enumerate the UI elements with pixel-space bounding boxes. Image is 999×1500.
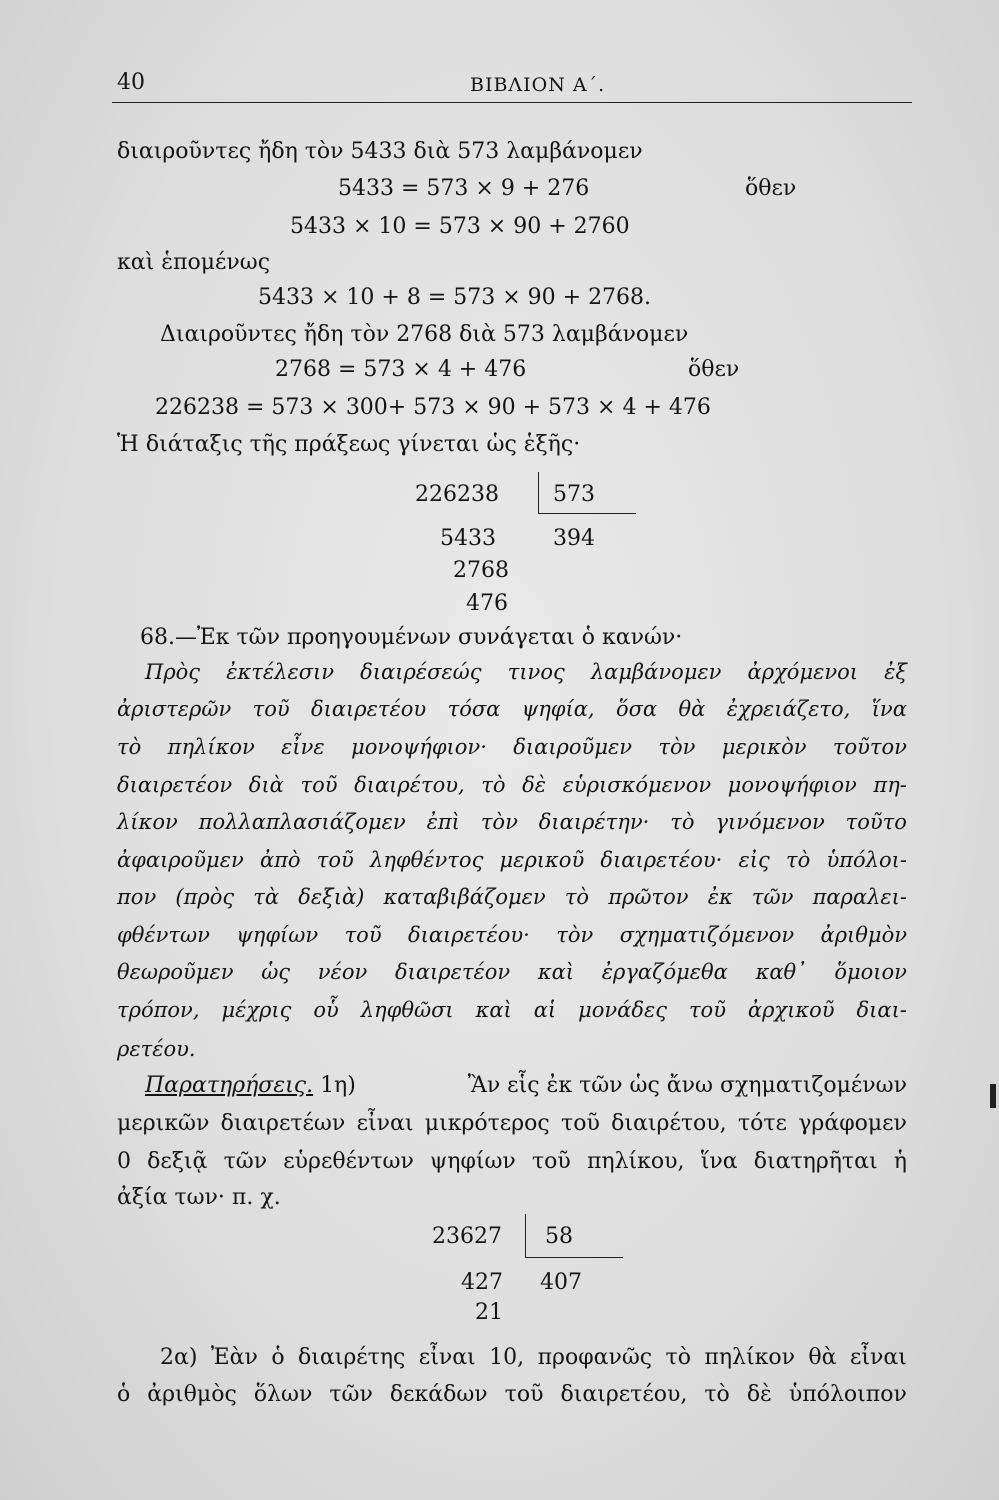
remark-2-line-1: [160, 1347, 907, 1369]
word: ἀπὸ: [259, 848, 301, 872]
word: πολλαπλασιάζομεν: [198, 810, 406, 834]
word: δεξιὰ): [298, 885, 365, 909]
word: ἀφαιροῦμεν: [117, 848, 244, 872]
equation-2: 5433 × 10 = 573 × 90 + 2760: [290, 214, 630, 239]
word: τὸ: [117, 735, 142, 759]
word: διαιρέτην·: [538, 810, 650, 834]
page-number: 40: [117, 70, 145, 95]
remarks-label: Παρατηρήσεις.: [145, 1073, 314, 1098]
word: μονάδες: [578, 998, 667, 1022]
word: τοῦτο: [845, 810, 907, 834]
word: ἀριθμὸν: [820, 923, 907, 947]
word: εἶναι: [418, 1345, 476, 1370]
word: διαιρέτου,: [354, 773, 465, 797]
word: μερικῶν: [117, 1111, 210, 1136]
word: θὰ: [678, 697, 706, 721]
word: ἐργαζόμεθα: [601, 960, 728, 984]
word: 0: [117, 1149, 131, 1174]
word: τῶν: [223, 1149, 268, 1174]
word: εἰς: [738, 848, 770, 872]
remarks-line-4: ἀξία των· π. χ.: [117, 1185, 281, 1210]
word: πηλίκον: [167, 735, 255, 759]
rule-line-10: [117, 998, 907, 1022]
equation-1-tail: ὅθεν: [745, 176, 797, 201]
word: εὑρισκόμενον: [562, 773, 712, 797]
remarks-line-1: [145, 1075, 907, 1097]
word: διαιρετέον: [394, 960, 511, 984]
word: ὑπόλοι-: [826, 848, 907, 872]
word: πηλίκου,: [586, 1149, 685, 1174]
intro-line: διαιροῦντες ἤδη τὸν 5433 διὰ 573 λαμβάνομεν: [117, 139, 643, 164]
rule-line-3: [117, 735, 907, 759]
word: ὅσα: [615, 697, 658, 721]
word: πηλίκον: [704, 1345, 795, 1370]
running-title: ΒΙΒΛΙΟΝ Α΄.: [470, 74, 606, 96]
word: θεωροῦμεν: [117, 960, 234, 984]
word: διαιρετέων: [220, 1111, 346, 1136]
rule-line-7: [117, 885, 907, 909]
word: διαιρετέου·: [600, 848, 723, 872]
word: τοῦτον: [832, 735, 907, 759]
word: τοῦ: [531, 1149, 571, 1174]
equation-4: 2768 = 573 × 4 + 476: [275, 357, 527, 382]
word: προφανῶς: [537, 1345, 653, 1370]
word: ἡ: [893, 1149, 907, 1174]
remarks-line-2: [117, 1113, 907, 1135]
quotient: 394: [553, 526, 595, 551]
word: δὲ: [522, 773, 547, 797]
word: μέχρις: [221, 998, 292, 1022]
word: διατηρῆται: [753, 1149, 878, 1174]
word: ληφθέντος: [370, 848, 484, 872]
word: ἀριθμὸς: [147, 1382, 237, 1407]
word: ληφθῶσι: [360, 998, 454, 1022]
word: τόσα: [447, 697, 501, 721]
word: τὸ: [670, 810, 695, 834]
word: ἐκ: [707, 885, 733, 909]
word: ὑπόλοιπον: [788, 1382, 907, 1407]
partial-dividend: 5433: [440, 526, 496, 551]
division-bar-horizontal: [525, 1257, 623, 1258]
dividend: 226238: [415, 482, 499, 507]
word: διαιρέτου,: [611, 1111, 727, 1136]
remainder: 476: [466, 591, 508, 616]
word: καὶ: [537, 960, 575, 984]
word: ὅμοιον: [834, 960, 907, 984]
word: Ἐὰν: [210, 1345, 258, 1370]
word: ἐκτέλεσιν: [226, 660, 335, 684]
equation-3: 5433 × 10 + 8 = 573 × 90 + 2768.: [258, 285, 652, 310]
word: ψηφία,: [521, 697, 595, 721]
word: δὲ: [746, 1382, 772, 1407]
word: μικρότερος: [424, 1111, 550, 1136]
word: ἐξ: [884, 660, 907, 684]
header-rule: [112, 102, 912, 103]
word: (πρὸς: [175, 885, 235, 909]
word: διαιρέτης: [298, 1345, 406, 1370]
word: ὅλων: [253, 1382, 313, 1407]
word: ἐχρειάζετο,: [726, 697, 851, 721]
word: δεκάδων: [389, 1382, 488, 1407]
word: γινόμενον: [715, 810, 825, 834]
word: τοῦ: [561, 1111, 600, 1136]
word: λίκον: [117, 810, 178, 834]
word: ὡς: [261, 960, 291, 984]
word: σχηματιζόμενον: [619, 923, 795, 947]
word: πη-: [873, 773, 907, 797]
word: διαι-: [856, 998, 907, 1022]
word: διαιρετέου·: [407, 923, 530, 947]
word: τὸν: [480, 810, 518, 834]
edge-mark: [990, 1084, 996, 1108]
word: τρόπον,: [117, 998, 200, 1022]
word: διὰ: [248, 773, 284, 797]
word: αἱ: [533, 998, 557, 1022]
remainder: 21: [475, 1300, 503, 1325]
rule-line-11: ρετέου.: [117, 1037, 196, 1061]
divisor: 573: [553, 482, 595, 507]
word: πρῶτον: [608, 885, 689, 909]
equation-4-tail: ὅθεν: [688, 357, 740, 382]
word: τοῦ: [316, 848, 354, 872]
word: γράφομεν: [798, 1111, 907, 1136]
remark-1-marker: 1η): [320, 1073, 356, 1098]
division-bar-horizontal: [538, 513, 636, 514]
word: μερικοῦ: [499, 848, 585, 872]
word: ψηφίων: [236, 923, 319, 947]
word: διαιροῦμεν: [513, 735, 632, 759]
word: καθ᾽: [755, 960, 807, 984]
word: διαιρετέου,: [560, 1382, 688, 1407]
word: δεξιᾷ: [147, 1149, 208, 1174]
word: τοῦ: [688, 998, 726, 1022]
word: τῶν: [751, 885, 794, 909]
word: τὸ: [785, 848, 811, 872]
word: εἶνε: [281, 735, 325, 759]
word: ἀρχόμενοι: [747, 660, 859, 684]
partial-dividend-2: 2768: [453, 558, 509, 583]
section-68-heading: [140, 627, 682, 649]
rule-line-1: [145, 660, 907, 684]
word: ὁ: [117, 1382, 131, 1407]
quotient: 407: [540, 1270, 582, 1295]
division-bar-vertical: [525, 1214, 526, 1258]
word: μονοψήφιον·: [351, 735, 487, 759]
word: τὸ: [564, 885, 590, 909]
word: διαιρετέου: [311, 697, 427, 721]
remarks-line-3: [117, 1151, 907, 1173]
word: ἐπὶ: [426, 810, 460, 834]
word: τὸ: [704, 1382, 730, 1407]
word: τὰ: [253, 885, 280, 909]
section-lead: —Ἐκ τῶν προηγουμένων συνάγεται ὁ κανών·: [175, 625, 683, 650]
word: τοῦ: [344, 923, 382, 947]
word: θὰ: [808, 1345, 837, 1370]
word: 10,: [489, 1345, 525, 1370]
word: τὸν: [556, 923, 594, 947]
word: νέον: [317, 960, 368, 984]
intro-line-2: Διαιροῦντες ἤδη τὸν 2768 διὰ 573 λαμβάνομεν: [160, 322, 689, 347]
word: ἀριστερῶν: [117, 697, 232, 721]
word: ψηφίων: [430, 1149, 516, 1174]
and-so-line: καὶ ἑπομένως: [117, 250, 271, 275]
word: 2α): [160, 1345, 198, 1370]
word: τότε: [737, 1111, 787, 1136]
dividend: 23627: [432, 1224, 502, 1249]
word: πον: [117, 885, 157, 909]
partial-dividend: 427: [461, 1270, 503, 1295]
rule-line-5: [117, 810, 907, 834]
rule-line-6: [117, 848, 907, 872]
word: τὸν: [658, 735, 696, 759]
word: μονοψήφιον: [727, 773, 857, 797]
word: διαιρέσεώς: [360, 660, 482, 684]
word: λαμβάνομεν: [590, 660, 722, 684]
rule-line-4: [117, 773, 907, 797]
word: τοῦ: [504, 1382, 544, 1407]
word: τὸ: [665, 1345, 691, 1370]
word: τοῦ: [252, 697, 290, 721]
rule-line-2: [117, 697, 907, 721]
word: εἶναι: [849, 1345, 907, 1370]
rule-line-8: [117, 923, 907, 947]
word: παραλει-: [812, 885, 907, 909]
word: ἵνα: [871, 697, 907, 721]
remark-1-text: Ἂν εἷς ἐκ τῶν ὡς ἄνω σχηματιζομένων: [467, 1073, 907, 1098]
section-number: 68.: [140, 625, 175, 650]
word: τινος: [507, 660, 565, 684]
equation-1: 5433 = 573 × 9 + 276: [338, 176, 590, 201]
word: οὗ: [313, 998, 339, 1022]
word: καταβιβάζομεν: [383, 885, 546, 909]
word: εὑρεθέντων: [283, 1149, 414, 1174]
rule-line-9: [117, 960, 907, 984]
word: τῶν: [329, 1382, 373, 1407]
remark-2-line-2: [117, 1384, 907, 1406]
word: Πρὸς: [145, 660, 201, 684]
word: ἀρχικοῦ: [747, 998, 835, 1022]
word: διαιρετέον: [117, 773, 233, 797]
equation-5: 226238 = 573 × 300+ 573 × 90 + 573 × 4 + 476: [155, 395, 711, 420]
divisor: 58: [545, 1224, 573, 1249]
division-bar-vertical: [538, 472, 539, 514]
word: μερικὸν: [721, 735, 807, 759]
word: εἶναι: [356, 1111, 414, 1136]
word: τοῦ: [300, 773, 338, 797]
word: τὸ: [481, 773, 506, 797]
arrangement-line: Ἡ διάταξις τῆς πράξεως γίνεται ὡς ἑξῆς·: [117, 432, 581, 457]
word: ὁ: [271, 1345, 285, 1370]
word: καὶ: [475, 998, 512, 1022]
word: φθέντων: [117, 923, 210, 947]
word: ἵνα: [700, 1149, 738, 1174]
